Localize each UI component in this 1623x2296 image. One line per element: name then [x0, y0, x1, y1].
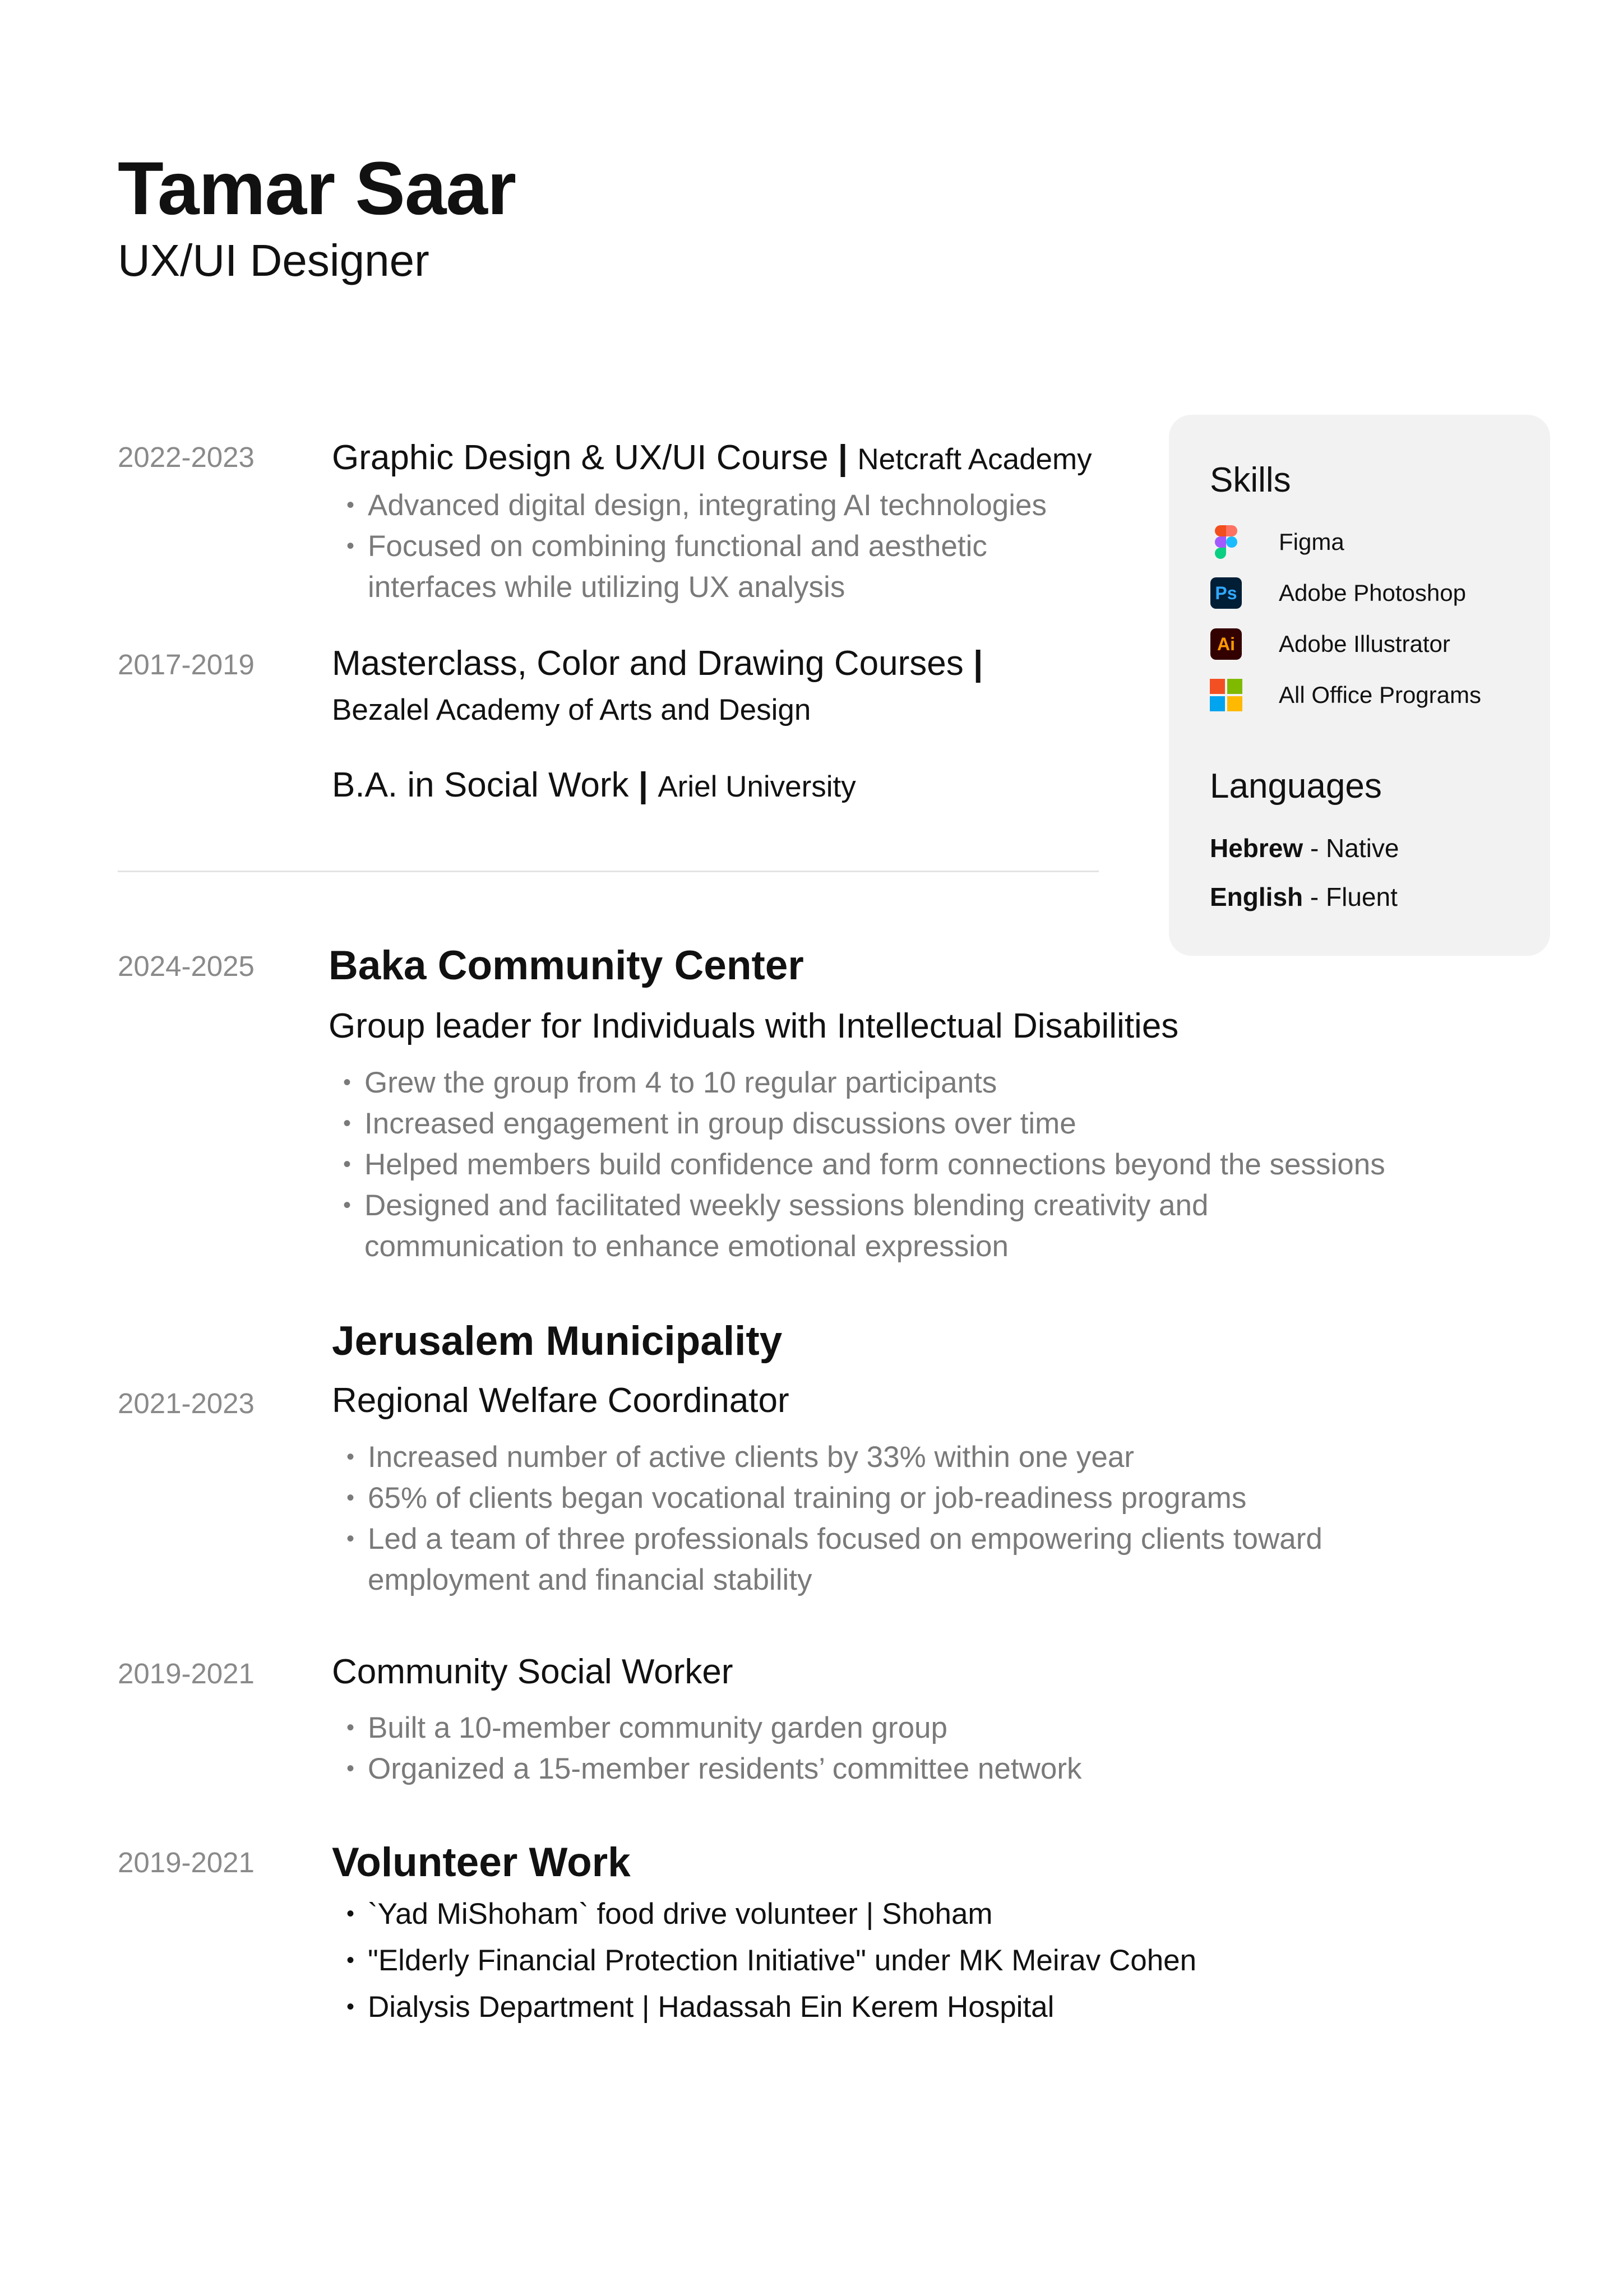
list-item: • Increased engagement in group discussions over time [339, 1103, 1385, 1144]
experience-bullets [342, 1707, 1082, 1789]
education-institution: Bezalel Academy of Arts and Design [332, 693, 811, 726]
skill-item [1210, 675, 1481, 715]
list-item: • Designed and facilitated weekly sessions blending creativity and [339, 1185, 1385, 1226]
education-institution: Netcraft Academy [857, 443, 1092, 476]
list-item: • 65% of clients began vocational training or job-readiness programs [342, 1478, 1323, 1519]
education-degree: B.A. in Social Work [332, 766, 629, 804]
languages-heading: Languages [1210, 767, 1382, 806]
skill-item [1210, 573, 1481, 613]
skill-label: All Office Programs [1279, 682, 1481, 708]
list-item: • Grew the group from 4 to 10 regular participants [339, 1062, 1385, 1103]
experience-date: 2021-2023 [118, 1387, 255, 1419]
list-item: • Advanced digital design, integrating AI technologies [342, 485, 1047, 526]
language-name: Hebrew [1210, 834, 1303, 863]
illustrator-badge: Ai [1210, 628, 1242, 660]
candidate-name: Tamar Saar [118, 147, 516, 230]
skill-label: Adobe Illustrator [1279, 631, 1450, 657]
language-name: English [1210, 882, 1303, 911]
list-item: • Increased number of active clients by 33% within one year [342, 1437, 1323, 1478]
figma-icon [1210, 526, 1242, 558]
language-level: - Fluent [1310, 882, 1398, 911]
office-icon [1210, 679, 1242, 711]
language-item [1210, 835, 1399, 861]
list-item-continuation: communication to enhance emotional expression [364, 1230, 1009, 1263]
photoshop-badge: Ps [1210, 577, 1242, 609]
list-item: • Built a 10-member community garden group [342, 1707, 1082, 1748]
education-course: Graphic Design & UX/UI Course [332, 438, 829, 477]
education-bullets [342, 485, 1047, 608]
list-item: • Helped members build confidence and form connections beyond the sessions [339, 1144, 1385, 1185]
education-date: 2022-2023 [118, 441, 255, 473]
list-item: • Dialysis Department | Hadassah Ein Kerem Hospital [342, 1984, 1196, 2030]
illustrator-icon [1210, 628, 1242, 660]
job-role: Community Social Worker [332, 1652, 733, 1691]
section-divider [118, 871, 1099, 872]
list-item: • Led a team of three professionals focused on empowering clients toward [342, 1519, 1323, 1559]
job-role: Group leader for Individuals with Intellectual Disabilities [329, 1007, 1179, 1045]
list-item: • Focused on combining functional and aesthetic [342, 526, 1047, 567]
experience-date: 2024-2025 [118, 950, 255, 982]
separator: | [838, 438, 848, 477]
photoshop-icon [1210, 577, 1242, 609]
language-level: - Native [1310, 834, 1399, 863]
education-title [332, 646, 983, 681]
separator: | [638, 766, 649, 804]
experience-date: 2019-2021 [118, 1658, 255, 1689]
education-course: Masterclass, Color and Drawing Courses [332, 644, 964, 683]
skill-label: Figma [1279, 529, 1344, 555]
list-item-continuation: interfaces while utilizing UX analysis [368, 571, 845, 604]
education-date: 2017-2019 [118, 649, 255, 681]
list-item-continuation: employment and financial stability [368, 1563, 812, 1596]
list-item: • Organized a 15-member residents’ committee network [342, 1748, 1082, 1789]
language-item [1210, 884, 1398, 910]
education-title [332, 768, 856, 803]
skills-list [1210, 522, 1481, 715]
volunteer-heading: Volunteer Work [332, 1840, 631, 1885]
job-role: Regional Welfare Coordinator [332, 1381, 789, 1420]
company-name: Jerusalem Municipality [332, 1318, 783, 1364]
skill-label: Adobe Photoshop [1279, 580, 1466, 606]
volunteer-date: 2019-2021 [118, 1846, 255, 1878]
candidate-title: UX/UI Designer [118, 235, 429, 285]
list-item: • "Elderly Financial Protection Initiative" under MK Meirav Cohen [342, 1937, 1196, 1984]
experience-bullets [342, 1437, 1323, 1600]
volunteer-list [342, 1891, 1196, 2030]
company-name: Baka Community Center [329, 943, 804, 988]
skill-item [1210, 624, 1481, 664]
separator: | [973, 644, 983, 683]
education-institution: Ariel University [658, 770, 856, 803]
experience-bullets [339, 1062, 1385, 1267]
skill-item [1210, 522, 1481, 562]
education-title [332, 438, 1092, 477]
list-item: • `Yad MiShoham` food drive volunteer | Shoham [342, 1891, 1196, 1937]
skills-heading: Skills [1210, 461, 1291, 499]
